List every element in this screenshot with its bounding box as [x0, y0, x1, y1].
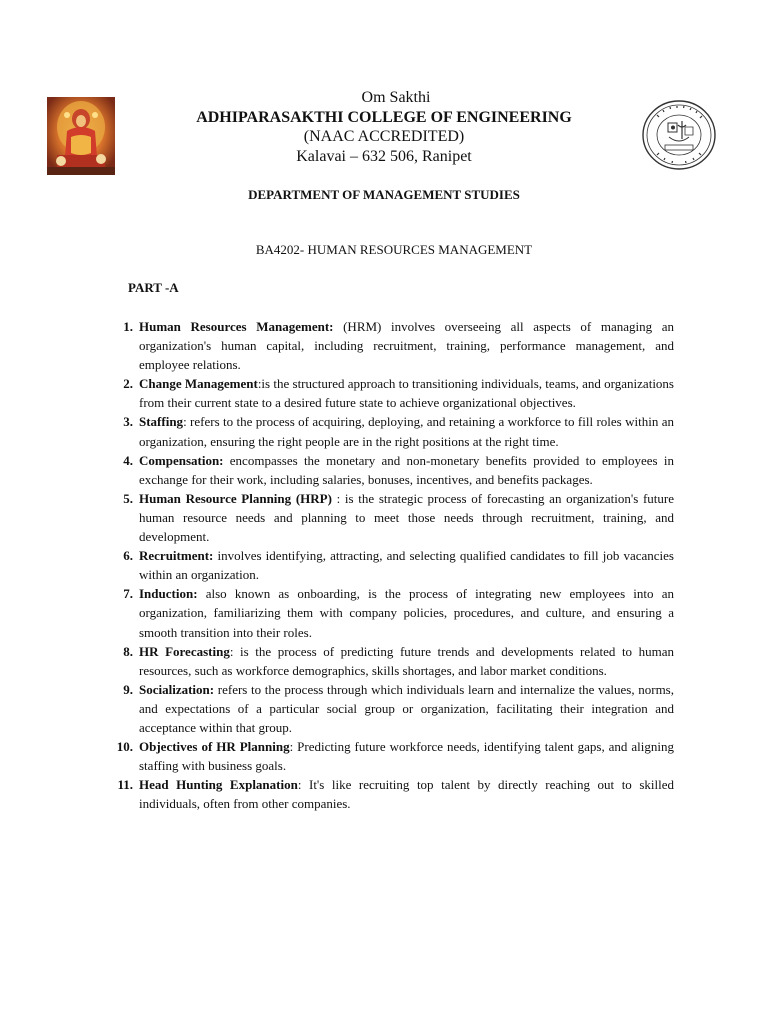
list-item [0, 680, 674, 737]
definitions-list [0, 317, 768, 813]
list-item-text [139, 317, 674, 374]
list-item [0, 374, 674, 412]
list-item [0, 412, 674, 450]
list-item-number: 2. [123, 376, 133, 392]
list-item-text [139, 489, 674, 546]
list-item-text [139, 737, 674, 775]
list-item-description: : refers to the process of acquiring, deploying, and retaining a workforce to fill roles within an organization, ensuring the right people are in the right positions at the right time. [139, 414, 674, 449]
list-item-description: encompasses the monetary and non-monetary benefits provided to employees in exchange for their work, including salaries, bonuses, incentives, and benefits packages. [139, 452, 674, 487]
list-item-number: 9. [123, 681, 133, 697]
list-item-term: Staffing [139, 414, 184, 430]
list-item [0, 775, 674, 813]
list-item-text [139, 374, 674, 412]
list-item [0, 317, 674, 374]
list-item [0, 489, 674, 546]
list-item-description: refers to the process through which individuals learn and internalize the values, norms, and expectations of a particular social group or organization, facilitating their integration and acceptance within that group. [139, 681, 674, 735]
list-item-term: Compensation: [139, 452, 224, 468]
header-om-sakthi: Om Sakthi [361, 89, 431, 106]
list-item [0, 642, 674, 680]
list-item-term: Human Resources Management: [139, 319, 334, 334]
list-item-text [139, 546, 674, 584]
list-item-number: 11. [117, 777, 133, 793]
list-item-description: involves identifying, attracting, and selecting qualified candidates to fill job vacancies within an organization. [139, 548, 674, 583]
list-item-term: HR Forecasting [139, 643, 230, 659]
list-item-term: Head Hunting Explanation [139, 777, 298, 793]
list-item-term: Induction: [139, 586, 198, 602]
list-item-text [139, 680, 674, 737]
accreditation: (NAAC ACCREDITED) [303, 128, 465, 145]
college-address: Kalavai – 632 506, Ranipet [296, 148, 472, 165]
list-item-number: 7. [123, 586, 133, 602]
list-item-number: 8. [123, 643, 133, 659]
list-item-text [139, 451, 674, 489]
list-item [0, 584, 674, 641]
list-item-description: : is the strategic process of forecasting an organization's future human resource needs and planning to meet those needs through recruitment, training, and development. [139, 490, 674, 545]
list-item-number: 1. [123, 319, 133, 334]
list-item-number: 3. [123, 414, 133, 430]
list-item-number: 6. [123, 548, 133, 564]
list-item-term: Human Resource Planning (HRP) [139, 490, 332, 506]
list-item [0, 737, 674, 775]
list-item-description: (HRM) involves overseeing all aspects of managing an organization's human capital, including recruitment, training, performance management, and employee relations. [139, 319, 674, 373]
list-item-text [139, 412, 674, 450]
list-item-description: : is the process of predicting future trends and developments related to human resources, such as workforce demographics, skills shortages, and labor market conditions. [139, 643, 675, 678]
list-item-term: Socialization: [139, 681, 215, 697]
list-item [0, 451, 674, 489]
list-item-term: Recruitment: [139, 548, 214, 564]
list-item-term: Change Management [139, 376, 258, 392]
list-item-number: 5. [123, 490, 133, 506]
college-name: ADHIPARASAKTHI COLLEGE OF ENGINEERING [196, 109, 572, 126]
list-item-text [139, 584, 674, 641]
list-item-description: :is the structured approach to transitioning individuals, teams, and organizations from their current state to a desired future state to achieve organizational objectives. [139, 376, 674, 411]
list-item-number: 4. [123, 452, 133, 468]
list-item-description: : Predicting future workforce needs, identifying talent gaps, and aligning staffing with business goals. [139, 739, 675, 774]
list-item-number: 10. [116, 739, 133, 755]
list-item-term: Objectives of HR Planning [139, 739, 290, 755]
list-item-description: also known as onboarding, is the process of integrating new employees into an organization, familiarizing them with company policies, procedures, and culture, and ensuring a smooth transition into their roles. [139, 586, 674, 640]
course-title: BA4202- HUMAN RESOURCES MANAGEMENT [255, 242, 533, 257]
list-item [0, 546, 674, 584]
list-item-text [139, 642, 674, 680]
list-item-text [139, 775, 674, 813]
part-heading: PART -A [128, 280, 179, 295]
department-title: DEPARTMENT OF MANAGEMENT STUDIES [248, 187, 520, 202]
list-item-description: : It's like recruiting top talent by directly reaching out to skilled individuals, often from other companies. [139, 777, 674, 812]
